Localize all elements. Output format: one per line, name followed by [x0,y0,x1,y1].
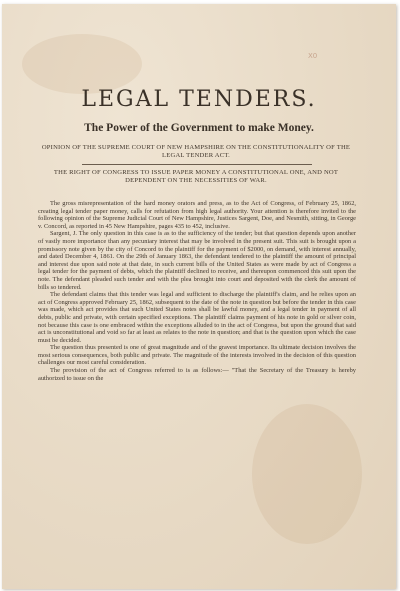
page-title: LEGAL TENDERS. [81,87,317,112]
corner-mark: X0 [308,52,318,60]
paper-stain [22,34,142,94]
paragraph: The defendant claims that this tender was legal and sufficient to discharge the plaintiff's claim, and he relies upon an act of Congress approved February 25, 1862, subsequent to the date of the note in question but before the tender in this case was made, which act provides that such United States notes shall be lawful money, and a legal tender in payment of all debts, public and private, with certain specified exceptions. The plaintiff claims payment of his note in gold or silver coin, not because this case is one embraced within the exceptions alluded to in the act of Congress, but upon the ground that said act is unconstitutional and void so far at least as relates to the note in question; and that is the question upon which the case must be decided. [38,291,356,344]
section-heading: OPINION OF THE SUPREME COURT OF NEW HAMPSHIRE ON THE CONSTITUTIONALITY OF THE LEGAL TENDER ACT. [41,144,351,160]
document-page [2,4,396,589]
paragraph: The gross misrepresentation of the hard money orators and press, as to the Act of Congress, of February 25, 1862, creating legal tender paper money, calls for refutation from high legal authority. Your attention is therefore invited to the following opinion of the Supreme Judicial Court of New Hampshire, Justices Sargent, Doe, and Nesmith, sitting, in George v. Concord, as reported in 45 New Hampshire, pages 435 to 452, inclusive. [38,200,356,230]
page-subtitle: The Power of the Government to make Money. [84,122,314,134]
paper-stain [252,404,362,544]
body-text [38,200,356,382]
divider [82,164,312,165]
paragraph: The provision of the act of Congress referred to is as follows:— "That the Secretary of the Treasury is hereby authorized to issue on the [38,367,356,382]
paragraph: Sargent, J. The only question in this case is as to the sufficiency of the tender; but that question depends upon another of vastly more importance than any pecuniary interest that may be involved in the present suit. This suit is brought upon a promissory note given by the city of Concord to the plaintiff for the payment of $2000, on demand, with interest annually, and dated December 4, 1861. On the 29th of January 1863, the defendant tendered to the plaintiff the amount of principal and interest due upon said note at that date, in such current bills of the United States as were made by act of Congress a legal tender for the payment of debts, which the plaintiff declined to receive, and thereupon commenced this suit upon the note. The defendant pleaded such tender and with the plea brought into court and deposited with the clerk the amount of bills so tendered. [38,230,356,291]
section-heading: THE RIGHT OF CONGRESS TO ISSUE PAPER MONEY A CONSTITUTIONAL ONE, AND NOT DEPENDENT ON THE NECESSITIES OF WAR. [53,169,339,185]
paragraph: The question thus presented is one of great magnitude and of the gravest importance. Its ultimate decision involves the most serious consequences, both public and private. The magnitude of the interests involved in the decision of this question challenges our most careful consideration. [38,344,356,367]
